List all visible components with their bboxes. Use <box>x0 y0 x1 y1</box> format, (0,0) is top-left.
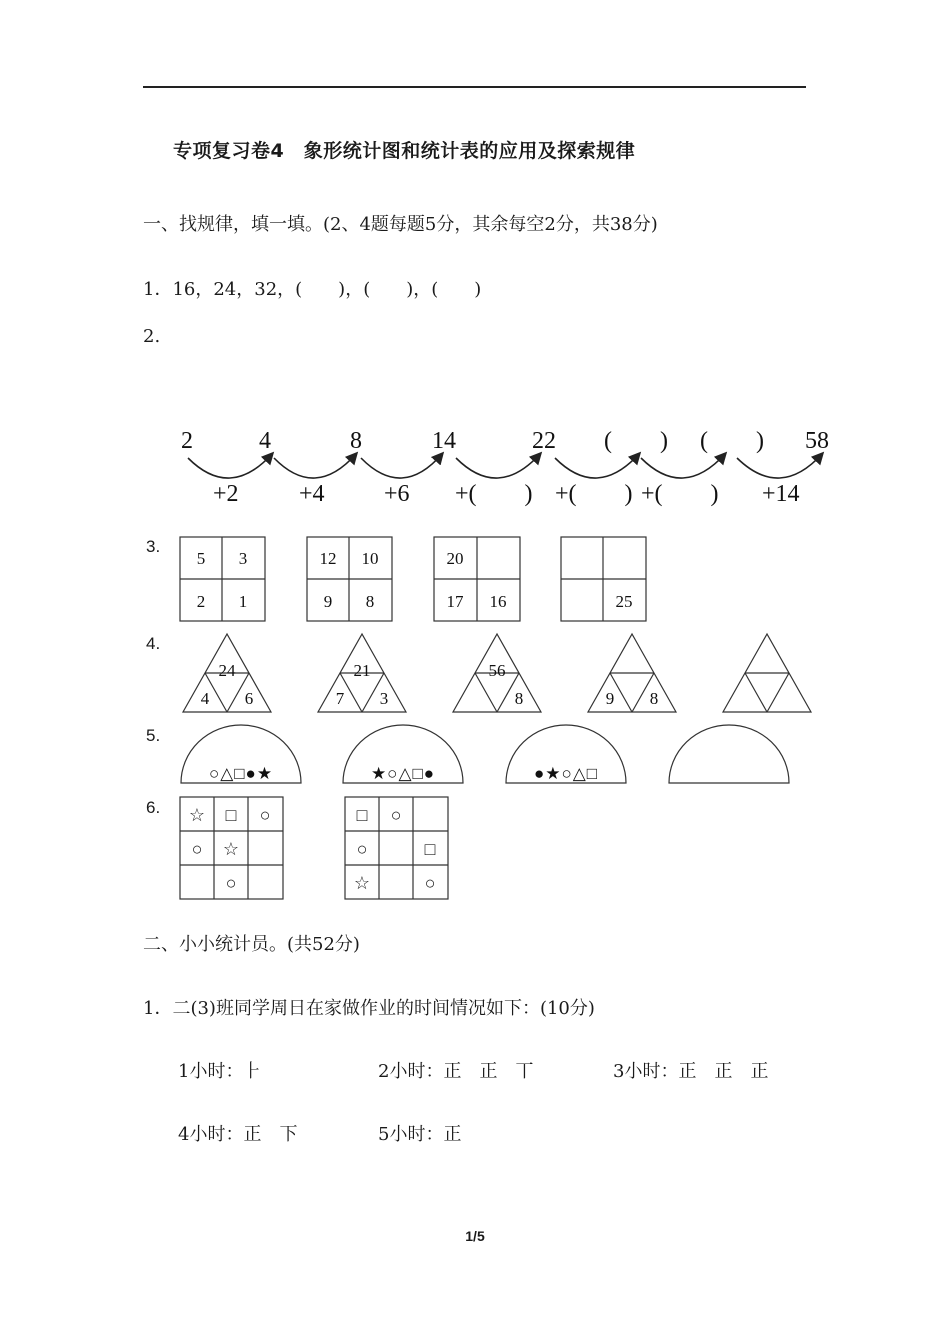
grid-symbol: □ <box>356 805 368 825</box>
chain-number: 4 <box>259 428 271 454</box>
chain-number: 22 <box>532 428 556 454</box>
triangle-top: 24 <box>218 661 236 680</box>
tally-row-4h <box>178 1120 297 1146</box>
chain-step: +( ) <box>455 481 533 507</box>
tally-marks: 正 <box>443 1124 462 1145</box>
question-3-label: 3. <box>146 537 161 556</box>
chain-number: 14 <box>432 428 456 454</box>
grid-cell: 2 <box>196 592 206 611</box>
chain-blank: ( ) <box>604 428 668 454</box>
question-2-label: 2. <box>143 326 161 347</box>
page-title: 专项复习卷4 象形统计图和统计表的应用及探索规律 <box>173 140 636 162</box>
chain-step: +2 <box>213 481 239 507</box>
grid-cell: 25 <box>615 592 633 611</box>
grid-cell: 12 <box>319 549 337 568</box>
chain-number: 8 <box>350 428 362 454</box>
chain-step: +4 <box>299 481 325 507</box>
section2-question-1: 1．二(3)班同学周日在家做作业的时间情况如下：(10分) <box>143 998 595 1019</box>
grid-symbol: ○ <box>225 873 237 893</box>
grid-symbol: ○ <box>390 805 402 825</box>
triangle-left: 4 <box>200 689 210 708</box>
triangle-right: 3 <box>379 689 389 708</box>
chain-arc <box>456 454 540 478</box>
question-1-sequence: 1．16，24，32，( )，( )，( ) <box>143 279 482 300</box>
shape-sequence: ●★○△□ <box>533 764 599 783</box>
grid-cell: 9 <box>323 592 333 611</box>
triangle-left: 7 <box>335 689 345 708</box>
grid-cell: 16 <box>489 592 507 611</box>
tally-label: 2小时： <box>378 1061 444 1082</box>
triangle-right: 8 <box>514 689 524 708</box>
grid-cell: 1 <box>238 592 248 611</box>
grid-symbol: ☆ <box>222 839 240 859</box>
chain-number: 58 <box>805 428 829 454</box>
chain-step: +6 <box>384 481 410 507</box>
question-6-label: 6. <box>146 798 161 817</box>
grid-cell: 3 <box>238 549 248 568</box>
grid-cell: 8 <box>365 592 375 611</box>
tally-label: 1小时： <box>178 1061 244 1082</box>
chain-arc <box>274 454 356 478</box>
grid-cell: 17 <box>446 592 464 611</box>
grid-symbol: □ <box>424 839 436 859</box>
tally-label: 4小时： <box>178 1124 244 1145</box>
chain-arc <box>361 454 442 478</box>
shape-sequence: ★○△□● <box>370 764 436 783</box>
chain-arc <box>188 454 272 478</box>
tally-marks: 正 下 <box>243 1124 298 1145</box>
chain-blank: ( ) <box>700 428 764 454</box>
grid-cell: 20 <box>446 549 464 568</box>
chain-arc <box>737 454 822 478</box>
tally-marks: 正 正 丅 <box>443 1061 534 1082</box>
grid-symbol: ○ <box>259 805 271 825</box>
tally-marks: 正 正 正 <box>678 1061 769 1082</box>
chain-step: +( ) <box>641 481 719 507</box>
tally-label: 3小时： <box>613 1061 679 1082</box>
tally-marks: ⺊ <box>243 1061 262 1082</box>
grid-cell: 10 <box>361 549 379 568</box>
triangle-right: 6 <box>244 689 254 708</box>
chain-step: +( ) <box>555 481 633 507</box>
grid-symbol: ○ <box>191 839 203 859</box>
grid-symbol: ○ <box>424 873 436 893</box>
page-number: 1/5 <box>465 1228 485 1244</box>
section2-heading: 二、小小统计员。(共52分) <box>143 934 360 955</box>
grid-symbol: □ <box>225 805 237 825</box>
tally-row-2h <box>378 1057 533 1083</box>
tally-row-5h <box>378 1120 461 1146</box>
chain-arc <box>641 454 725 478</box>
header-rule <box>143 86 806 88</box>
tally-row-1h <box>178 1057 261 1083</box>
shape-sequence: ○△□●★ <box>208 764 274 783</box>
triangle-top: 56 <box>488 661 506 680</box>
question-5-label: 5. <box>146 726 161 745</box>
chain-number: 2 <box>181 428 193 454</box>
grid-symbol: ☆ <box>353 873 371 893</box>
section1-heading: 一、找规律，填一填。(2、4题每题5分，其余每空2分，共38分) <box>143 214 658 235</box>
tally-row-3h <box>613 1057 768 1083</box>
grid-symbol: ☆ <box>188 805 206 825</box>
chain-arc <box>555 454 639 478</box>
triangle-top: 21 <box>353 661 371 680</box>
question-4-label: 4. <box>146 634 161 653</box>
chain-step: +14 <box>762 481 800 507</box>
grid-symbol: ○ <box>356 839 368 859</box>
triangle-left: 9 <box>605 689 615 708</box>
triangle-right: 8 <box>649 689 659 708</box>
grid-cell: 5 <box>196 549 206 568</box>
tally-label: 5小时： <box>378 1124 444 1145</box>
